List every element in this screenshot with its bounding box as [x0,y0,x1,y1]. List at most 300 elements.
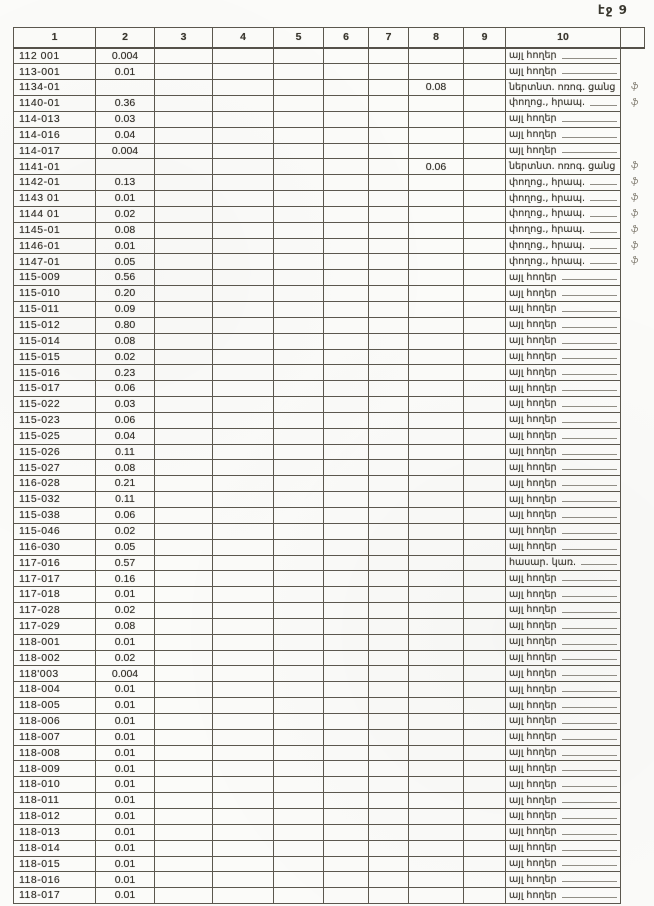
empty-cell-col4 [213,111,274,127]
ruled-fill-line [562,398,617,407]
land-type-cell [506,333,621,349]
empty-cell-col7 [369,571,409,587]
empty-cell-col4 [213,96,274,112]
land-type-cell [506,286,621,302]
land-type-cell [506,571,621,587]
land-type-cell [506,713,621,729]
col2-value-cell: 0.01 [96,761,155,777]
empty-cell-col6 [324,286,369,302]
empty-cell-col3 [155,682,213,698]
land-type-label: այլ հողեր [509,335,557,347]
col2-value-cell: 0.57 [96,555,155,571]
land-type-cell [506,793,621,809]
empty-cell-col7 [369,809,409,825]
empty-cell-col6 [324,64,369,80]
table-row [14,80,645,96]
land-type-cell [506,492,621,508]
empty-cell-col3 [155,856,213,872]
empty-cell-col5 [274,317,324,333]
col8-value-cell [409,48,464,64]
land-type-label: այլ հողեր [509,493,557,505]
empty-cell-col3 [155,618,213,634]
empty-cell-col7 [369,698,409,714]
table-row [14,143,645,159]
land-type-cell [506,381,621,397]
col8-value-cell [409,254,464,270]
parcel-code-cell: 117-028 [14,603,96,619]
empty-cell-col4 [213,48,274,64]
col8-value-cell [409,96,464,112]
empty-cell-col6 [324,111,369,127]
empty-cell-col4 [213,254,274,270]
empty-cell-col3 [155,650,213,666]
margin-mark [621,539,645,555]
col8-value-cell [409,238,464,254]
land-type-label: այլ հողեր [509,319,557,331]
col2-value-cell: 0.02 [96,603,155,619]
empty-cell-col7 [369,111,409,127]
parcel-code-cell: 118-008 [14,745,96,761]
empty-cell-col9 [464,587,506,603]
empty-cell-col9 [464,96,506,112]
empty-cell-col9 [464,856,506,872]
empty-cell-col5 [274,460,324,476]
ruled-fill-line [562,446,617,455]
parcel-code-cell: 118-007 [14,729,96,745]
ruled-fill-line [562,287,617,296]
empty-cell-col7 [369,381,409,397]
col2-value-cell: 0.11 [96,492,155,508]
empty-cell-col6 [324,444,369,460]
table-row [14,507,645,523]
ruled-fill-line [562,699,617,708]
col8-value-cell [409,270,464,286]
empty-cell-col3 [155,507,213,523]
margin-mark [621,729,645,745]
table-row [14,412,645,428]
margin-mark [621,666,645,682]
table-row [14,793,645,809]
empty-cell-col4 [213,571,274,587]
col2-value-cell: 0.02 [96,349,155,365]
empty-cell-col5 [274,492,324,508]
land-type-label: այլ հողեր [509,762,557,774]
ruled-fill-line [581,556,617,565]
col8-value-cell [409,523,464,539]
margin-mark [621,745,645,761]
land-type-label: այլ հողեր [509,778,557,790]
table-row [14,539,645,555]
table-row [14,872,645,888]
margin-mark [621,286,645,302]
col8-value-cell [409,507,464,523]
empty-cell-col5 [274,809,324,825]
land-type-cell [506,555,621,571]
land-type-cell [506,761,621,777]
table-row [14,888,645,904]
col2-value-cell: 0.01 [96,238,155,254]
col8-value-cell [409,634,464,650]
empty-cell-col6 [324,872,369,888]
margin-mark [621,698,645,714]
empty-cell-col9 [464,381,506,397]
empty-cell-col6 [324,175,369,191]
empty-cell-col6 [324,745,369,761]
empty-cell-col3 [155,175,213,191]
margin-mark [621,809,645,825]
table-row [14,317,645,333]
empty-cell-col6 [324,650,369,666]
empty-cell-col6 [324,365,369,381]
empty-cell-col6 [324,698,369,714]
margin-mark [621,793,645,809]
parcel-code-cell: 115-010 [14,286,96,302]
empty-cell-col5 [274,397,324,413]
col8-value-cell [409,824,464,840]
ruled-fill-line [562,271,617,280]
margin-mark [621,713,645,729]
empty-cell-col6 [324,761,369,777]
empty-cell-col9 [464,729,506,745]
empty-cell-col7 [369,412,409,428]
empty-cell-col7 [369,175,409,191]
empty-cell-col9 [464,159,506,175]
empty-cell-col3 [155,872,213,888]
col2-value-cell: 0.04 [96,127,155,143]
parcel-code-cell: 118-017 [14,888,96,904]
table-row [14,206,645,222]
ruled-fill-line [590,240,617,249]
land-type-label: այլ հողեր [509,572,557,584]
empty-cell-col3 [155,238,213,254]
empty-cell-col5 [274,682,324,698]
land-type-label: ներտնտ. ոռոգ. ցանց [509,81,616,93]
col2-value-cell: 0.21 [96,476,155,492]
ruled-fill-line [562,65,617,74]
land-type-label: այլ հողեր [509,509,557,521]
col2-value-cell: 0.56 [96,270,155,286]
ruled-fill-line [562,889,617,898]
empty-cell-col3 [155,365,213,381]
land-type-cell [506,317,621,333]
empty-cell-col9 [464,745,506,761]
land-type-cell [506,618,621,634]
col8-value-cell [409,286,464,302]
column-header-4: 4 [213,28,274,49]
ruled-fill-line [562,50,617,59]
empty-cell-col7 [369,143,409,159]
empty-cell-col5 [274,856,324,872]
land-type-cell [506,476,621,492]
empty-cell-col5 [274,143,324,159]
land-type-label: այլ հողեր [509,636,557,648]
empty-cell-col4 [213,80,274,96]
empty-cell-col3 [155,254,213,270]
empty-cell-col6 [324,539,369,555]
table-row [14,127,645,143]
empty-cell-col9 [464,254,506,270]
column-header-10: 10 [506,28,621,49]
parcel-code-cell: 115-017 [14,381,96,397]
land-type-label: այլ հողեր [509,113,557,125]
ruled-fill-line [562,826,617,835]
empty-cell-col6 [324,809,369,825]
land-type-cell [506,507,621,523]
col2-value-cell: 0.08 [96,618,155,634]
empty-cell-col7 [369,539,409,555]
empty-cell-col4 [213,428,274,444]
empty-cell-col9 [464,111,506,127]
empty-cell-col3 [155,840,213,856]
empty-cell-col3 [155,80,213,96]
empty-cell-col4 [213,143,274,159]
ruled-fill-line [562,873,617,882]
empty-cell-col5 [274,523,324,539]
empty-cell-col7 [369,603,409,619]
empty-cell-col3 [155,713,213,729]
empty-cell-col7 [369,254,409,270]
empty-cell-col9 [464,571,506,587]
empty-cell-col4 [213,206,274,222]
ruled-fill-line [562,636,617,645]
empty-cell-col4 [213,777,274,793]
empty-cell-col7 [369,64,409,80]
land-type-label: փողոց., հրապ. [509,224,585,236]
empty-cell-col3 [155,270,213,286]
empty-cell-col9 [464,206,506,222]
parcel-code-cell: 115-027 [14,460,96,476]
land-type-label: այլ հողեր [509,604,557,616]
empty-cell-col4 [213,349,274,365]
empty-cell-col5 [274,793,324,809]
empty-cell-col6 [324,523,369,539]
empty-cell-col5 [274,428,324,444]
col2-value-cell: 0.01 [96,713,155,729]
land-type-cell [506,365,621,381]
col2-value-cell: 0.01 [96,872,155,888]
col8-value-cell [409,571,464,587]
col2-value-cell: 0.01 [96,840,155,856]
empty-cell-col6 [324,634,369,650]
margin-mark [621,618,645,634]
empty-cell-col9 [464,476,506,492]
land-type-label: փողոց., հրապ. [509,208,585,220]
land-type-label: ներտնտ. ոռոգ. ցանց [509,160,616,172]
table-row [14,270,645,286]
empty-cell-col6 [324,618,369,634]
empty-cell-col9 [464,492,506,508]
land-type-cell [506,729,621,745]
table-header [14,28,645,49]
col8-value-cell [409,729,464,745]
parcel-code-cell: 118-009 [14,761,96,777]
empty-cell-col6 [324,127,369,143]
empty-cell-col6 [324,397,369,413]
empty-cell-col4 [213,872,274,888]
margin-gutter-header [621,28,645,49]
margin-mark [621,761,645,777]
empty-cell-col4 [213,713,274,729]
empty-cell-col3 [155,397,213,413]
col2-value-cell: 0.01 [96,634,155,650]
table-row [14,555,645,571]
margin-mark [621,64,645,80]
ruled-fill-line [562,350,617,359]
empty-cell-col7 [369,397,409,413]
margin-mark [621,492,645,508]
empty-cell-col4 [213,793,274,809]
ruled-fill-line [562,620,617,629]
parcel-code-cell: 116-028 [14,476,96,492]
table-row [14,523,645,539]
col2-value-cell: 0.01 [96,191,155,207]
margin-mark [621,872,645,888]
table-row [14,682,645,698]
empty-cell-col7 [369,159,409,175]
empty-cell-col6 [324,270,369,286]
empty-cell-col5 [274,650,324,666]
col2-value-cell: 0.05 [96,254,155,270]
empty-cell-col3 [155,444,213,460]
margin-mark [621,381,645,397]
col2-value-cell: 0.01 [96,777,155,793]
parcel-code-cell: 115-046 [14,523,96,539]
empty-cell-col5 [274,222,324,238]
empty-cell-col7 [369,888,409,904]
parcel-code-cell: 117-018 [14,587,96,603]
empty-cell-col6 [324,777,369,793]
ruled-fill-line [562,382,617,391]
empty-cell-col4 [213,856,274,872]
col2-value-cell: 0.02 [96,650,155,666]
parcel-code-cell: 115-022 [14,397,96,413]
col8-value-cell [409,111,464,127]
land-type-label: այլ հողեր [509,842,557,854]
column-header-2: 2 [96,28,155,49]
col8-value-cell [409,888,464,904]
empty-cell-col4 [213,840,274,856]
empty-cell-col4 [213,888,274,904]
empty-cell-col4 [213,824,274,840]
col2-value-cell: 0.03 [96,111,155,127]
parcel-code-cell: 112 001 [14,48,96,64]
ruled-fill-line [590,208,617,217]
empty-cell-col9 [464,603,506,619]
empty-cell-col7 [369,777,409,793]
empty-cell-col9 [464,713,506,729]
empty-cell-col9 [464,302,506,318]
land-type-cell [506,872,621,888]
empty-cell-col5 [274,745,324,761]
table-row [14,856,645,872]
land-type-cell [506,809,621,825]
ruled-fill-line [562,857,617,866]
margin-mark: ֆ [631,208,639,219]
empty-cell-col5 [274,302,324,318]
empty-cell-col4 [213,698,274,714]
land-type-label: այլ հողեր [509,430,557,442]
empty-cell-col5 [274,175,324,191]
land-type-cell [506,888,621,904]
empty-cell-col4 [213,603,274,619]
col2-value-cell: 0.004 [96,143,155,159]
land-type-label: այլ հողեր [509,414,557,426]
ruled-fill-line [562,842,617,851]
column-header-7: 7 [369,28,409,49]
empty-cell-col6 [324,80,369,96]
land-type-cell [506,539,621,555]
empty-cell-col7 [369,460,409,476]
empty-cell-col7 [369,824,409,840]
land-type-label: այլ հողեր [509,382,557,394]
empty-cell-col6 [324,492,369,508]
margin-mark [621,270,645,286]
margin-mark: ֆ [631,224,639,235]
land-type-label: այլ հողեր [509,366,557,378]
land-type-cell [506,64,621,80]
empty-cell-col9 [464,428,506,444]
land-type-cell [506,523,621,539]
land-type-cell [506,428,621,444]
col2-value-cell: 0.04 [96,428,155,444]
table-row [14,761,645,777]
parcel-code-cell: 118-004 [14,682,96,698]
empty-cell-col3 [155,523,213,539]
ruled-fill-line [562,651,617,660]
empty-cell-col6 [324,333,369,349]
land-type-cell [506,191,621,207]
margin-mark [621,333,645,349]
ruled-fill-line [562,747,617,756]
col2-value-cell: 0.004 [96,48,155,64]
margin-mark [621,571,645,587]
ruled-fill-line [562,430,617,439]
empty-cell-col6 [324,159,369,175]
col8-value-cell [409,191,464,207]
empty-cell-col7 [369,713,409,729]
empty-cell-col9 [464,412,506,428]
empty-cell-col5 [274,476,324,492]
col2-value-cell: 0.80 [96,317,155,333]
table-row [14,397,645,413]
col8-value-cell [409,476,464,492]
margin-mark [621,507,645,523]
margin-mark [621,48,645,64]
empty-cell-col4 [213,650,274,666]
empty-cell-col3 [155,492,213,508]
empty-cell-col9 [464,634,506,650]
empty-cell-col3 [155,729,213,745]
land-type-cell [506,777,621,793]
margin-mark [621,317,645,333]
empty-cell-col6 [324,666,369,682]
header-row [14,28,645,49]
table-row [14,698,645,714]
parcel-code-cell: 118'003 [14,666,96,682]
empty-cell-col6 [324,476,369,492]
col2-value-cell: 0.36 [96,96,155,112]
empty-cell-col3 [155,381,213,397]
land-type-label: այլ հողեր [509,747,557,759]
empty-cell-col3 [155,793,213,809]
col2-value-cell: 0.02 [96,206,155,222]
empty-cell-col6 [324,48,369,64]
empty-cell-col7 [369,634,409,650]
empty-cell-col6 [324,191,369,207]
empty-cell-col9 [464,444,506,460]
empty-cell-col7 [369,127,409,143]
col8-value-cell [409,745,464,761]
